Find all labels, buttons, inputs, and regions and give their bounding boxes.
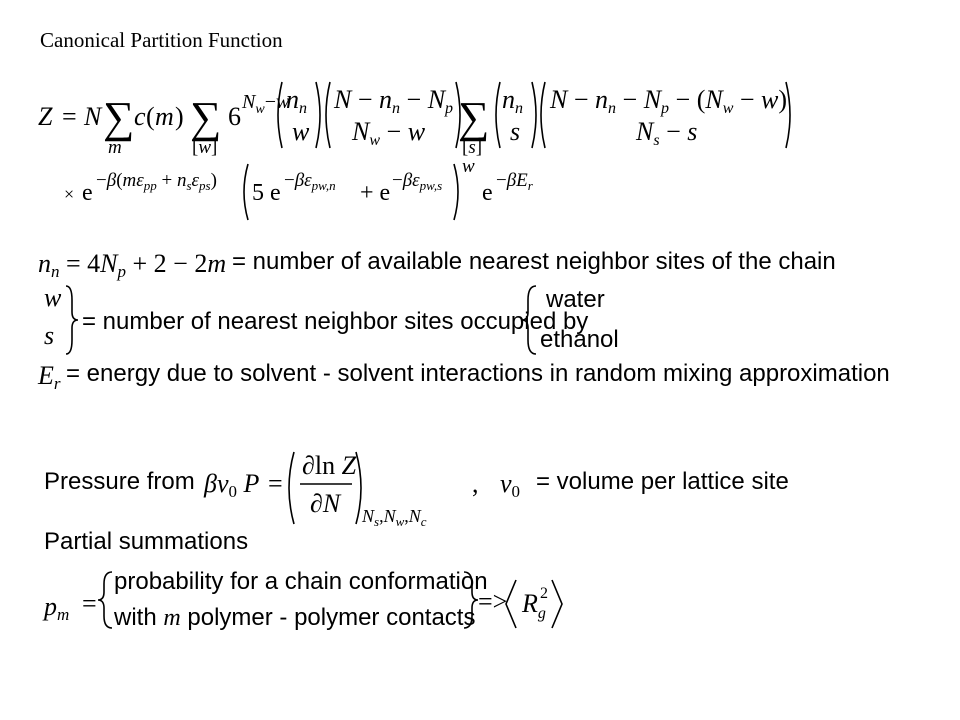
pm-line-1: probability for a chain conformation	[114, 568, 488, 595]
times-sign: ×	[64, 184, 75, 204]
svg-text:s: s	[510, 117, 521, 146]
svg-text:v0: v0	[500, 469, 521, 501]
ws-definition-text: = number of nearest neighbor sites occupied by	[82, 308, 589, 335]
svg-text:Rg: $R_g$	[522, 589, 546, 622]
partition-equation-line1	[38, 82, 790, 158]
partial-summations-label: Partial summations	[44, 528, 249, 555]
nn-definition-text: = number of available nearest neighbor sites of the chain	[232, 248, 836, 275]
svg-text:=: =	[82, 589, 97, 618]
svg-text:Ns − s: Ns − s	[636, 117, 698, 149]
symbol-z: Z	[38, 102, 53, 131]
svg-text:): )	[175, 102, 184, 131]
svg-text:nn: nn	[38, 249, 60, 281]
pm-line-2-m: m	[163, 605, 181, 631]
svg-text:e: e	[82, 180, 93, 206]
pm-line-2	[114, 604, 475, 632]
sum-index-s: [s]	[462, 137, 483, 158]
svg-text:N − nn − Np − (Nw − w): N − nn − Np − (Nw − w)	[550, 85, 788, 117]
symbol-c: c	[134, 102, 146, 131]
symbol-n: N	[84, 102, 102, 131]
svg-text:+ e: + e	[360, 180, 391, 206]
ws-option-ethanol: ethanol	[540, 326, 619, 353]
svg-text:m: m	[155, 102, 174, 131]
ws-option-water: water	[546, 286, 605, 313]
sum-index-w: [w]	[192, 137, 218, 158]
partition-equation-line2	[64, 156, 534, 220]
er-definition-text: = energy due to solvent - solvent interactions in random mixing approximation	[66, 360, 890, 387]
sum-index-m: m	[108, 137, 122, 158]
er-definition-math	[37, 361, 61, 393]
v0-definition-text: = volume per lattice site	[536, 468, 789, 495]
equals-sign: =	[62, 102, 77, 131]
six: 6	[228, 102, 241, 131]
paren-m: (	[146, 102, 155, 131]
svg-text:Ns,Nw,Nc: $N_s,N_w,N_c$	[362, 506, 427, 529]
sum-sign-m: ∑	[103, 93, 135, 142]
pressure-label: Pressure from	[44, 468, 195, 495]
svg-text:,: ,	[472, 469, 479, 498]
svg-text:βv0 P: βv0 P	[204, 469, 260, 501]
sum-sign-w: ∑	[190, 93, 222, 142]
pm-line-2-rest: polymer - polymer contacts	[187, 604, 476, 631]
svg-text:−βεpw,s: $-\beta\varepsilon_{pw,s}$	[392, 170, 443, 193]
svg-text:−βEr: $-\beta E_r$	[496, 170, 533, 193]
page-title: Canonical Partition Function	[40, 28, 283, 52]
sum-sign-s: ∑	[458, 93, 490, 142]
svg-text:= 4Np + 2 − 2m: = 4Np + 2 − 2m	[66, 249, 227, 281]
svg-text:=>: =>	[478, 587, 508, 616]
svg-text:−βεpw,n: $-\beta\varepsilon_{pw,n}$	[284, 170, 336, 193]
svg-text:=: =	[268, 469, 283, 498]
svg-text:s: s	[44, 321, 55, 350]
svg-text:Nw − w: Nw − w	[352, 117, 426, 149]
svg-text:e: e	[482, 180, 493, 206]
svg-text:nn: nn	[502, 85, 523, 117]
svg-text:w: w	[292, 117, 310, 146]
svg-text:5 e: 5 e	[252, 180, 281, 206]
svg-text:−β(mεpp + nsεps): $-\beta(m\varepsilon_{pp} + n_s\varepsilon_{ps})$	[96, 170, 217, 193]
svg-text:pm: pm	[44, 592, 70, 624]
svg-text:Er: Er	[38, 361, 61, 393]
svg-text:∂ln Z: ∂ln Z	[302, 451, 357, 480]
svg-text:w: w	[44, 283, 62, 312]
exponent: $N_w-w$	[242, 91, 290, 117]
pressure-math	[203, 451, 520, 529]
pm-line-2-with: with	[114, 604, 157, 631]
nn-definition-math	[38, 249, 226, 281]
svg-text:w: w	[462, 156, 475, 177]
svg-text:∂N: ∂N	[310, 489, 341, 518]
svg-text:N − nn − Np: N − nn − Np	[334, 85, 454, 117]
svg-text:2: 2	[540, 585, 548, 602]
svg-text:nn: nn	[286, 85, 307, 117]
